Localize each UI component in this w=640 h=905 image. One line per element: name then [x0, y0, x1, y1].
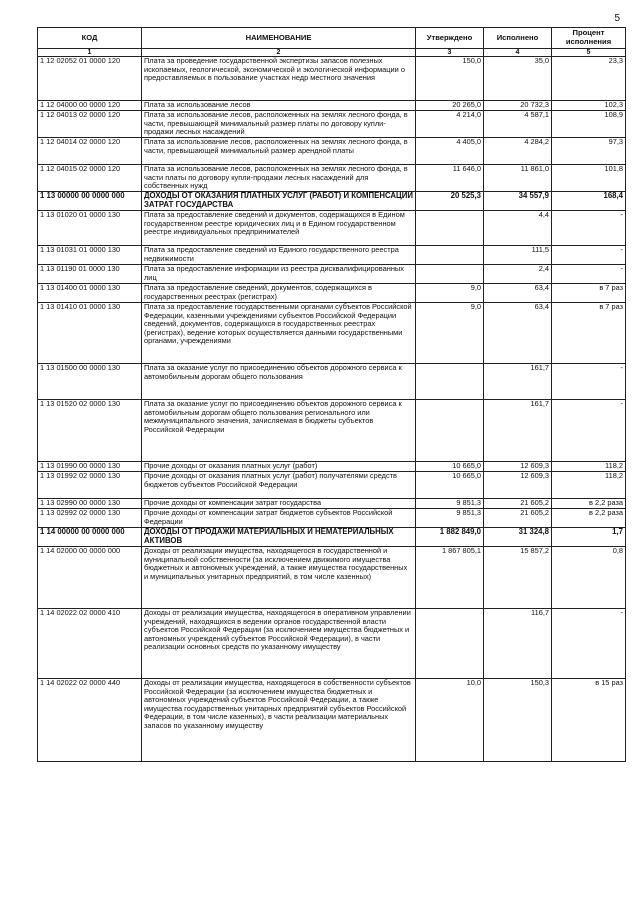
row-percent: 108,9	[552, 111, 626, 138]
row-code: 1 14 02022 02 0000 440	[38, 679, 142, 762]
row-name: Плата за предоставление сведений и документов, содержащихся в Едином государственном реестре юридических лиц и в Едином государственном реестре индивидуальных предпринимателей	[142, 211, 416, 246]
row-executed: 35,0	[484, 57, 552, 101]
row-code: 1 13 02990 00 0000 130	[38, 499, 142, 509]
table-row	[38, 111, 626, 138]
row-approved	[416, 609, 484, 679]
row-percent: в 15 раз	[552, 679, 626, 762]
row-name: Плата за предоставление государственными органами субъектов Российской Федерации, казенными учреждениями субъектов Российской Федерации сведений, документов, содержащихся в государственных реестрах (регистрах), ведение которых осуществляется данными государственными органами, учреждениями	[142, 303, 416, 364]
row-code: 1 13 01500 00 0000 130	[38, 364, 142, 400]
row-approved: 9,0	[416, 303, 484, 364]
row-code: 1 13 01990 00 0000 130	[38, 462, 142, 472]
row-percent: 102,3	[552, 101, 626, 111]
row-name: Доходы от реализации имущества, находящегося в собственности субъектов Российской Федерации (за исключением имущества бюджетных и автономных учреждений субъектов Российской Федерации, а также имущества государственных унитарных предприятий субъектов Российской Федерации, в том числе казенных), в части реализации материальных запасов по указанному имуществу	[142, 679, 416, 762]
column-number: 1	[38, 49, 142, 57]
row-percent: -	[552, 364, 626, 400]
row-executed: 12 609,3	[484, 462, 552, 472]
table-row	[38, 211, 626, 246]
row-code: 1 13 01190 01 0000 130	[38, 265, 142, 284]
row-code: 1 12 04013 02 0000 120	[38, 111, 142, 138]
row-approved: 9 851,3	[416, 509, 484, 528]
row-code: 1 13 01520 02 0000 130	[38, 400, 142, 462]
row-approved: 11 646,0	[416, 165, 484, 192]
table-header-row	[38, 28, 626, 49]
row-percent: -	[552, 246, 626, 265]
row-approved: 10 665,0	[416, 472, 484, 499]
header-executed: Исполнено	[484, 28, 552, 49]
row-percent: 118,2	[552, 462, 626, 472]
row-percent: в 2,2 раза	[552, 499, 626, 509]
table-row	[38, 101, 626, 111]
row-code: 1 14 02000 00 0000 000	[38, 547, 142, 609]
row-executed: 161,7	[484, 364, 552, 400]
row-approved	[416, 211, 484, 246]
row-percent: в 7 раз	[552, 303, 626, 364]
row-name: Плата за использование лесов, расположенных на землях лесного фонда, в части, превышающей минимальный размер платы по договору купли-продажи лесных насаждений	[142, 111, 416, 138]
row-executed: 161,7	[484, 400, 552, 462]
column-number: 3	[416, 49, 484, 57]
row-name: Плата за оказание услуг по присоединению объектов дорожного сервиса к автомобильным дорогам общего пользования регионального или межмуниципального значения, зачисляемая в бюджеты субъектов Российской Федерации	[142, 400, 416, 462]
row-executed: 4 284,2	[484, 138, 552, 165]
row-code: 1 12 04014 02 0000 120	[38, 138, 142, 165]
row-percent: 23,3	[552, 57, 626, 101]
row-name: ДОХОДЫ ОТ ПРОДАЖИ МАТЕРИАЛЬНЫХ И НЕМАТЕРИАЛЬНЫХ АКТИВОВ	[142, 528, 416, 547]
row-executed: 11 861,0	[484, 165, 552, 192]
row-name: Плата за оказание услуг по присоединению объектов дорожного сервиса к автомобильным дорогам общего пользования	[142, 364, 416, 400]
row-percent: 101,8	[552, 165, 626, 192]
row-executed: 15 857,2	[484, 547, 552, 609]
row-approved	[416, 246, 484, 265]
table-row	[38, 57, 626, 101]
table-row	[38, 303, 626, 364]
row-percent: -	[552, 265, 626, 284]
row-executed: 63,4	[484, 284, 552, 303]
row-approved: 20 525,3	[416, 192, 484, 211]
column-number: 4	[484, 49, 552, 57]
table-row	[38, 509, 626, 528]
row-percent: 97,3	[552, 138, 626, 165]
row-executed: 4 587,1	[484, 111, 552, 138]
header-code: КОД	[38, 28, 142, 49]
row-code: 1 13 01992 02 0000 130	[38, 472, 142, 499]
row-code: 1 14 00000 00 0000 000	[38, 528, 142, 547]
table-row	[38, 246, 626, 265]
column-number: 5	[552, 49, 626, 57]
header-approved: Утверждено	[416, 28, 484, 49]
row-code: 1 12 04015 02 0000 120	[38, 165, 142, 192]
row-name: Плата за предоставление сведений, документов, содержащихся в государственных реестрах (регистрах)	[142, 284, 416, 303]
row-approved: 9 851,3	[416, 499, 484, 509]
table-row	[38, 528, 626, 547]
row-executed: 31 324,8	[484, 528, 552, 547]
row-approved	[416, 265, 484, 284]
row-name: Плата за предоставление сведений из Единого государственного реестра недвижимости	[142, 246, 416, 265]
row-approved: 1 867 805,1	[416, 547, 484, 609]
table-row	[38, 679, 626, 762]
row-name: Доходы от реализации имущества, находящегося в оперативном управлении учреждений, находящихся в ведении органов государственной власти субъектов Российской Федерации (за исключением имущества бюджетных и автономных учреждений субъектов Российской Федерации), в части реализации основных средств по указанному имуществу	[142, 609, 416, 679]
row-executed: 63,4	[484, 303, 552, 364]
table-row	[38, 547, 626, 609]
row-percent: 118,2	[552, 472, 626, 499]
row-approved: 10,0	[416, 679, 484, 762]
table-row	[38, 284, 626, 303]
row-executed: 21 605,2	[484, 509, 552, 528]
row-executed: 2,4	[484, 265, 552, 284]
header-name: НАИМЕНОВАНИЕ	[142, 28, 416, 49]
row-name: Прочие доходы от оказания платных услуг (работ) получателями средств бюджетов субъектов Российской Федерации	[142, 472, 416, 499]
row-executed: 116,7	[484, 609, 552, 679]
row-code: 1 13 01020 01 0000 130	[38, 211, 142, 246]
table-row	[38, 462, 626, 472]
row-percent: -	[552, 400, 626, 462]
row-executed: 4,4	[484, 211, 552, 246]
row-code: 1 12 02052 01 0000 120	[38, 57, 142, 101]
row-name: ДОХОДЫ ОТ ОКАЗАНИЯ ПЛАТНЫХ УСЛУГ (РАБОТ) И КОМПЕНСАЦИИ ЗАТРАТ ГОСУДАРСТВА	[142, 192, 416, 211]
table-row	[38, 192, 626, 211]
row-percent: 168,4	[552, 192, 626, 211]
row-code: 1 13 01400 01 0000 130	[38, 284, 142, 303]
table-row	[38, 472, 626, 499]
row-name: Прочие доходы от компенсации затрат бюджетов субъектов Российской Федерации	[142, 509, 416, 528]
row-name: Доходы от реализации имущества, находящегося в государственной и муниципальной собственности (за исключением движимого имущества бюджетных и автономных учреждений, а также имущества государственных и муниципальных унитарных предприятий, в том числе казенных)	[142, 547, 416, 609]
table-row	[38, 265, 626, 284]
row-approved: 4 405,0	[416, 138, 484, 165]
header-percent: Процент исполнения	[552, 28, 626, 49]
row-approved	[416, 400, 484, 462]
row-name: Плата за использование лесов	[142, 101, 416, 111]
table-row	[38, 364, 626, 400]
row-code: 1 13 01031 01 0000 130	[38, 246, 142, 265]
row-percent: 0,8	[552, 547, 626, 609]
row-code: 1 14 02022 02 0000 410	[38, 609, 142, 679]
row-percent: 1,7	[552, 528, 626, 547]
table-row	[38, 138, 626, 165]
row-executed: 12 609,3	[484, 472, 552, 499]
table-body	[38, 57, 626, 762]
row-percent: -	[552, 211, 626, 246]
table-row	[38, 165, 626, 192]
row-approved: 9,0	[416, 284, 484, 303]
row-approved: 20 265,0	[416, 101, 484, 111]
table-row	[38, 609, 626, 679]
table-row	[38, 400, 626, 462]
row-code: 1 13 00000 00 0000 000	[38, 192, 142, 211]
row-code: 1 13 02992 02 0000 130	[38, 509, 142, 528]
row-percent: -	[552, 609, 626, 679]
row-name: Прочие доходы от компенсации затрат государства	[142, 499, 416, 509]
row-executed: 20 732,3	[484, 101, 552, 111]
row-code: 1 13 01410 01 0000 130	[38, 303, 142, 364]
column-number: 2	[142, 49, 416, 57]
row-name: Прочие доходы от оказания платных услуг (работ)	[142, 462, 416, 472]
page-number: 5	[614, 13, 620, 24]
row-name: Плата за предоставление информации из реестра дисквалифицированных лиц	[142, 265, 416, 284]
table-row	[38, 499, 626, 509]
row-code: 1 12 04000 00 0000 120	[38, 101, 142, 111]
row-approved: 1 882 849,0	[416, 528, 484, 547]
row-percent: в 2,2 раза	[552, 509, 626, 528]
row-name: Плата за проведение государственной экспертизы запасов полезных ископаемых, геологической, экономической и экологической информации о предоставляемых в пользование участках недр местного значения	[142, 57, 416, 101]
row-executed: 21 605,2	[484, 499, 552, 509]
row-approved	[416, 364, 484, 400]
row-executed: 34 557,9	[484, 192, 552, 211]
row-name: Плата за использование лесов, расположенных на землях лесного фонда, в части, превышающей минимальный размер арендной платы	[142, 138, 416, 165]
revenue-table	[37, 27, 626, 762]
column-number-row	[38, 49, 626, 57]
row-approved: 150,0	[416, 57, 484, 101]
row-approved: 4 214,0	[416, 111, 484, 138]
row-approved: 10 665,0	[416, 462, 484, 472]
row-executed: 111,5	[484, 246, 552, 265]
row-percent: в 7 раз	[552, 284, 626, 303]
row-name: Плата за использование лесов, расположенных на землях лесного фонда, в части платы по договору купли-продажи лесных насаждений для собственных нужд	[142, 165, 416, 192]
row-executed: 150,3	[484, 679, 552, 762]
